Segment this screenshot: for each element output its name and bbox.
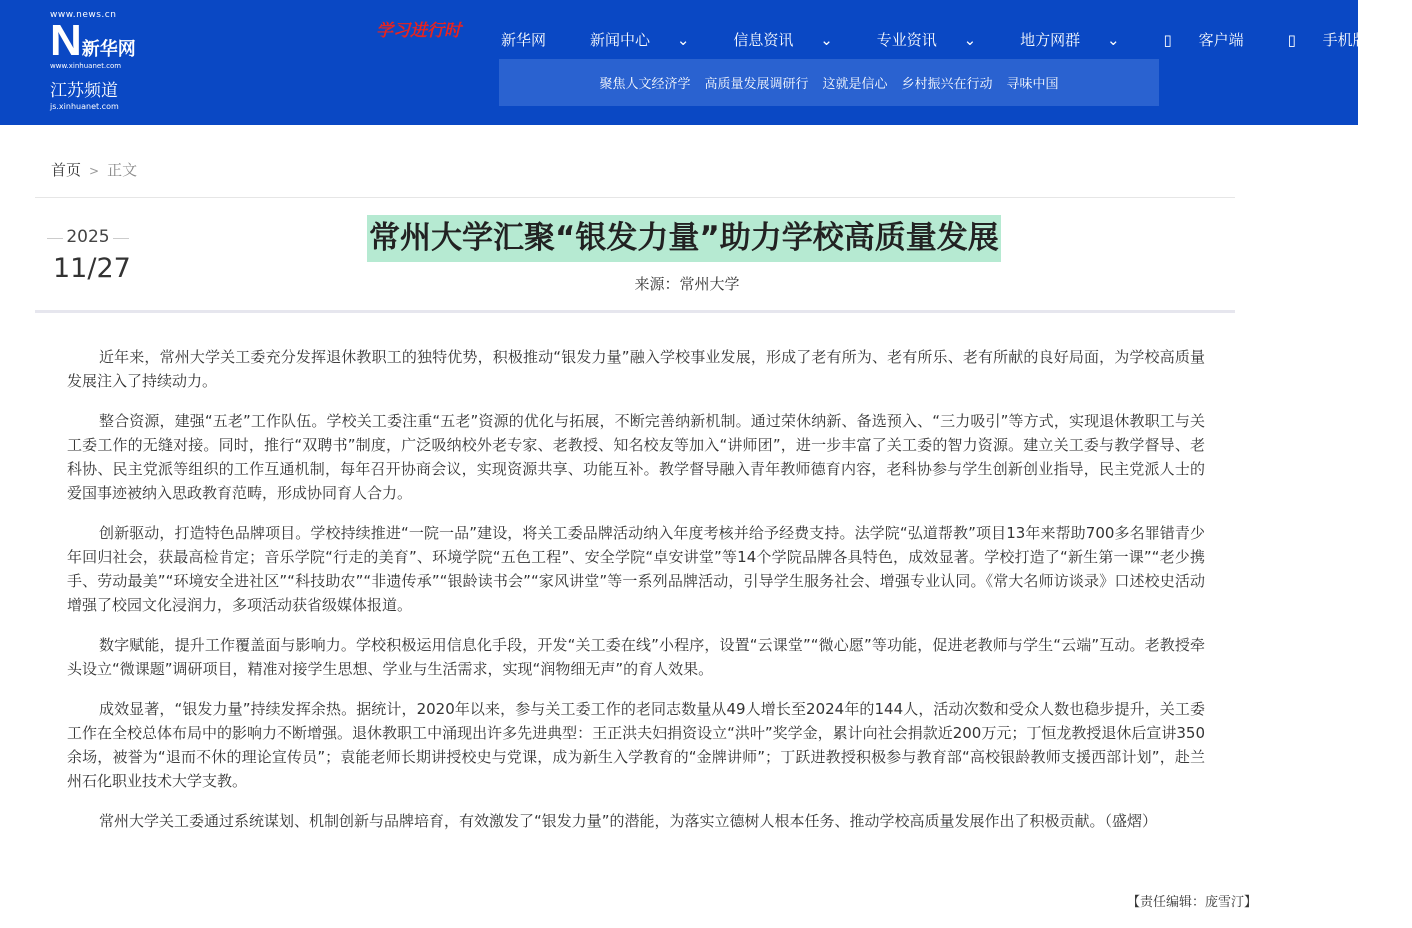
nav-client[interactable]	[1164, 29, 1266, 50]
paragraph: 成效显著，“银发力量”持续发挥余热。据统计，2020年以来，参与关工委工作的老同志数量从49人增长至2024年的144人，活动次数和受众人数也稳步提升，关工委工作在全校总体布局中的影响力不断增强。退休教职工中涌现出许多先进典型：王正洪夫妇捐资设立“洪叶”奖学金，累计向社会捐款近200万元；丁恒龙教授退休后宣讲350余场，被誉为“退而不休的理论宣传员”；袁能老师长期讲授校史与党课，成为新生入学教育的“金牌讲师”；丁跃进教授积极参与教育部“高校银龄教师支援西部计划”，赴兰州石化职业技术大学支教。	[67, 700, 1205, 790]
breadcrumb-current: 正文	[107, 161, 138, 179]
logo-url-mid: www.xinhuanet.com	[50, 62, 122, 70]
nav-info[interactable]	[733, 29, 854, 50]
publish-year: 2025	[47, 227, 129, 247]
nav-mobile[interactable]	[1288, 29, 1390, 50]
xinhua-logo[interactable]	[50, 10, 150, 111]
logo-mark	[50, 16, 150, 65]
subnav-link[interactable]: 高质量发展调研行	[704, 77, 809, 92]
breadcrumb-home[interactable]: 首页	[51, 161, 82, 179]
divider	[35, 310, 1235, 313]
subnav-link[interactable]: 这就是信心	[822, 77, 888, 92]
logo-url: www.news.cn	[50, 10, 117, 20]
paragraph: 数字赋能，提升工作覆盖面与影响力。学校积极运用信息化手段，开发“关工委在线”小程序，设置“云课堂”“微心愿”等功能，促进老教师与学生“云端”互动。老教授牵头设立“微课题”调研项目，精准对接学生思想、学业与生活需求，实现“润物细无声”的育人效果。	[67, 636, 1205, 678]
xuexi-logo[interactable]: 学习进行时	[376, 21, 461, 41]
site-header	[0, 0, 1368, 125]
nav-xinhuanet[interactable]	[501, 29, 568, 50]
chevron-down-icon: ⌄	[820, 31, 833, 49]
channel-url: js.xinhuanet.com	[50, 102, 119, 111]
nav-label: 手机版	[1322, 31, 1368, 49]
paragraph: 近年来，常州大学关工委充分发挥退休教职工的独特优势，积极推动“银发力量”融入学校事业发展，形成了老有所为、老有所乐、老有所献的良好局面，为学校高质量发展注入了持续动力。	[67, 348, 1205, 390]
sub-nav	[499, 59, 1159, 106]
nav-label: 客户端	[1198, 31, 1244, 49]
paragraph: 创新驱动，打造特色品牌项目。学校持续推进“一院一品”建设，将关工委品牌活动纳入年度考核并给予经费支持。法学院“弘道帮教”项目13年来帮助700多名罪错青少年回归社会，获最高检肯定；音乐学院“行走的美育”、环境学院“五色工程”、安全学院“卓安讲堂”等14个学院品牌各具特色，成效显著。学校打造了“新生第一课”“老少携手、劳动最美”“环境安全进社区”“科技助农”“非遗传承”“银龄读书会”“家风讲堂”等一系列品牌活动，引导学生服务社会、增强专业认同。《常大名师访谈录》口述校史活动增强了校园文化浸润力，多项活动获省级媒体报道。	[67, 524, 1205, 614]
nav-label: 地方网群	[1020, 31, 1081, 49]
channel-name: 江苏频道	[50, 81, 118, 101]
chevron-down-icon: ⌄	[1106, 31, 1120, 49]
responsible-editor: 【责任编辑：庞雪汀】	[1126, 895, 1257, 910]
article-body	[67, 345, 1205, 849]
chevron-down-icon: ⌄	[676, 31, 690, 49]
subnav-link[interactable]: 乡村振兴在行动	[901, 77, 993, 92]
logo-n: N	[50, 16, 82, 65]
nav-label: 新华网	[501, 31, 547, 49]
nav-label: 新闻中心	[590, 31, 651, 49]
nav-label: 专业资讯	[876, 31, 937, 49]
main-nav	[501, 29, 1412, 50]
article-source: 来源：常州大学	[634, 275, 740, 293]
nav-news-center[interactable]	[590, 29, 711, 50]
subnav-link[interactable]: 聚焦人文经济学	[599, 77, 691, 92]
phone-icon: ▯	[1287, 31, 1296, 49]
subnav-link[interactable]: 寻味中国	[1006, 77, 1059, 92]
page-title: 常州大学汇聚“银发力量”助力学校高质量发展	[367, 215, 1001, 262]
nav-label: 信息资讯	[733, 31, 794, 49]
paragraph: 常州大学关工委通过系统谋划、机制创新与品牌培育，有效激发了“银发力量”的潜能，为落实立德树人根本任务、推动学校高质量发展作出了积极贡献。（盛熠）	[99, 812, 1158, 830]
breadcrumb-separator: >	[89, 164, 100, 178]
divider	[35, 197, 1235, 198]
paragraph: 整合资源，建强“五老”工作队伍。学校关工委注重“五老”资源的优化与拓展，不断完善纳新机制。通过荣休纳新、备选预入、“三力吸引”等方式，实现退休教职工与关工委工作的无缝对接。同时，推行“双聘书”制度，广泛吸纳校外老专家、老教授、知名校友等加入“讲师团”，进一步丰富了关工委的智力资源。建立关工委与教学督导、老科协、民主党派等组织的工作互通机制，每年召开协商会议，实现资源共享、功能互补。教学督导融入青年教师德育内容，老科协参与学生创新创业指导，民主党派人士的爱国事迹被纳入思政教育范畴，形成协同育人合力。	[67, 412, 1205, 502]
publish-date: 11/27	[53, 253, 131, 284]
logo-brand: 新华网	[81, 39, 136, 60]
nav-local[interactable]	[1020, 29, 1141, 50]
breadcrumb	[51, 159, 137, 180]
chevron-down-icon: ⌄	[963, 31, 977, 49]
tablet-icon: ▯	[1163, 31, 1172, 49]
nav-professional[interactable]	[877, 29, 998, 50]
